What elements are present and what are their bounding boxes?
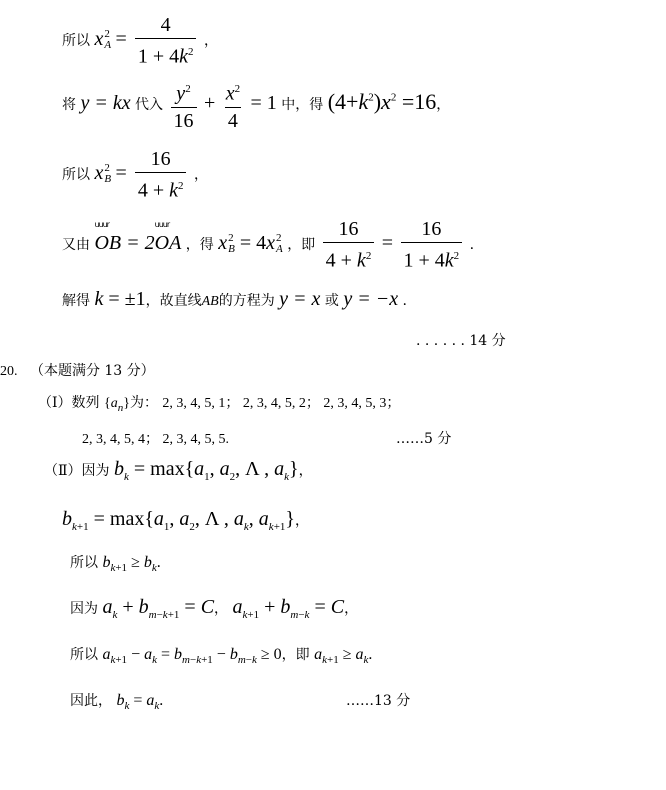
math-xa2: x 2 A [94, 27, 112, 52]
problem-header: （本题满分 13 分） [29, 363, 155, 379]
part2-so1: 所以 $b_{k+1} \ge b_k$. [70, 554, 161, 575]
fraction-16-over-4plusk2: $\frac{16}{4 + k^2}$ [135, 148, 187, 202]
math-ak1-plus-b: $a_{k+1} + b_{m-k} = C$ [232, 596, 345, 621]
part2-bk-def: （Ⅱ）因为 $b_k = \max\{a_1$, $a_2$, Λ , $a_k$}， [44, 458, 313, 483]
part2-therefore: 因此， $b_k = a_k$. [70, 692, 164, 713]
math-ak-plus-b: $a_k + b_{m-k+1} = C$ [102, 596, 215, 621]
fraction-4-over-1plus4k2: $\frac{4}{1 + 4k^2}$ [135, 14, 197, 68]
math-bk1-ge-bk: $b_{k+1} \ge b_k$. [102, 554, 161, 575]
text-so: 所以 [62, 32, 90, 49]
math-y-eq-neg-x: y = −x [343, 288, 399, 310]
part2-bk1-def: $b_{k+1} = \max\{a_1$, $a_2$, Λ , $a_k$, $a_{k+1}$}， [62, 508, 310, 533]
score-13: ……13 分 [346, 693, 411, 709]
math-bk1-max: $b_{k+1} = \max\{a_1$, $a_2$, Λ , $a_k$, $a_{k+1}$} [62, 508, 296, 533]
math-bk-eq-ak: $b_k = a_k$. [116, 692, 164, 713]
part2-so2: 所以 $a_{k+1} - a_k = b_{m-k+1} - b_{m-k} \ge 0$，即 $a_{k+1} \ge a_k$. [70, 646, 373, 667]
text-comma: ， [203, 32, 218, 49]
line-substitute: 将 y = kx 代入 $\frac{y^2}{16}$ + $\frac{x^2}{4}$ = 1 中，得 $(4+k^2)x^2 =16$， [62, 78, 450, 132]
fraction-16-over-4plusk2-b: $\frac{16}{4 + k^2}$ [323, 218, 375, 272]
score-5: ……5 分 [396, 431, 452, 447]
fraction-16-over-1plus4k2: $\frac{16}{1 + 4k^2}$ [401, 218, 463, 272]
part1-sequences-1: 2, 3, 4, 5, 1； 2, 3, 4, 5, 2； 2, 3, 4, 5, 3； [162, 396, 401, 411]
problem-20-header [0, 360, 155, 380]
part1-line2 [82, 428, 229, 448]
line-solution-k: 解得 k = ±1，故直线AB的方程为 y = x 或 y = −x . [62, 288, 407, 310]
math-ak1-ge-ak: $a_{k+1} \ge a_k$. [314, 646, 373, 667]
math-xb2: x 2 B [94, 161, 112, 186]
line-vector-relation: 又由 uuur OB = 2uuur OA ，得 x 2 B = 4x 2 A ，即 $\frac{16}{4 + k^2}$ = $\frac{16}{1 + 4k^2}$ . [62, 218, 474, 272]
math-k-pm1: k = ±1 [94, 288, 146, 310]
math-y-eq-x: y = x [279, 288, 321, 310]
part2-because2: 因为 $a_k + b_{m-k+1} = C$， $a_{k+1} + b_{m-k} = C$， [70, 596, 359, 621]
part1-sequences-2: 2, 3, 4, 5, 4； 2, 3, 4, 5, 5. [82, 432, 229, 447]
problem-number: 20. [0, 364, 18, 379]
fraction-y2-over-16: $\frac{y^2}{16}$ [171, 78, 197, 132]
math-equation-16: $(4+k^2)x^2 =16$ [327, 88, 437, 114]
line-xb-squared: 所以 x 2 B = $\frac{16}{4 + k^2}$ ， [62, 148, 208, 202]
part1-line1: （Ⅰ）数列 $\{a_n\}$为： 2, 3, 4, 5, 1； 2, 3, 4, 5, 2； 2, 3, 4, 5, 3； [38, 395, 401, 414]
line-xa-squared: 所以 x 2 A = $\frac{4}{1 + 4k^2}$ ， [62, 14, 218, 68]
math-y-eq-kx: y = kx [80, 91, 131, 114]
score-14: . . . . . . 14 分 [416, 333, 506, 349]
math-ob-eq-2oa: uuur OB = 2uuur OA [94, 232, 181, 254]
math-diff-ge-0: $a_{k+1} - a_k = b_{m-k+1} - b_{m-k} \ge 0$ [102, 646, 282, 667]
math-bk-max: $b_k = \max\{a_1$, $a_2$, Λ , $a_k$} [113, 458, 299, 483]
fraction-x2-over-4: $\frac{x^2}{4}$ [225, 82, 241, 132]
math-xb2-eq-4xa2: x 2 B = 4x 2 A [218, 231, 283, 256]
